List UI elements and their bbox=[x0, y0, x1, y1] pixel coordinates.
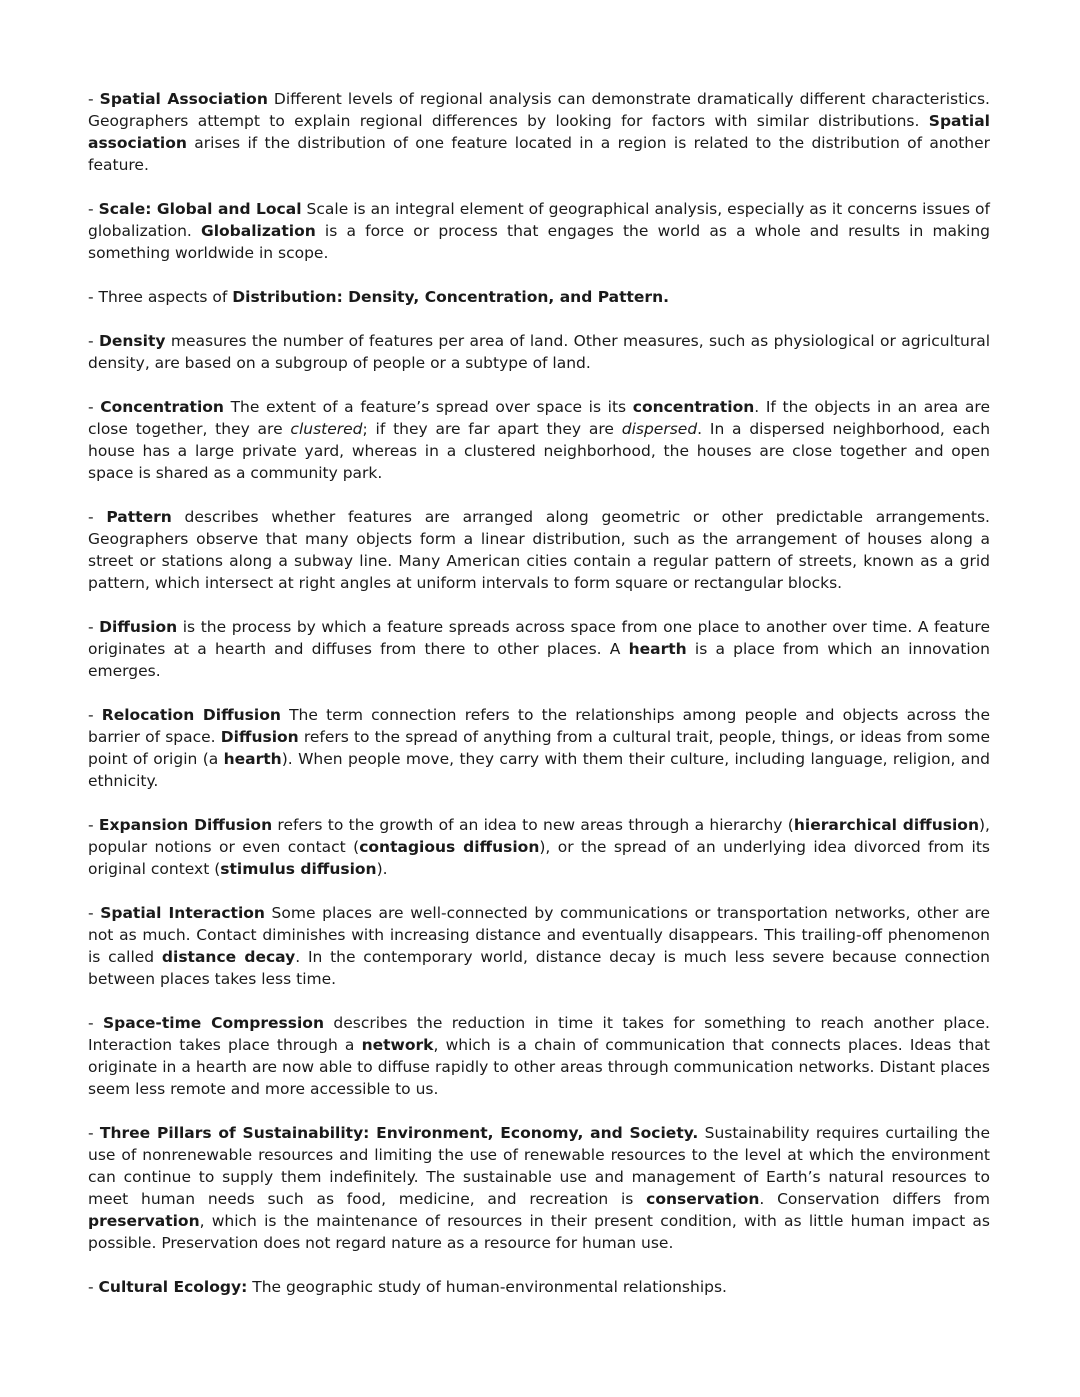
text-run: - bbox=[88, 706, 102, 724]
text-run: . If the objects in an area are close together, they are bbox=[88, 398, 990, 438]
paragraph bbox=[88, 1012, 990, 1100]
text-run: - bbox=[88, 1014, 103, 1032]
bold-text-run: Concentration bbox=[100, 398, 224, 416]
bold-text-run: Relocation Diffusion bbox=[101, 706, 281, 724]
text-run: . In a dispersed neighborhood, each house has a large private yard, whereas in a clustered neighborhood, the houses are close together and open space is shared as a community park. bbox=[88, 420, 991, 482]
paragraph bbox=[88, 704, 990, 792]
text-run: - bbox=[88, 618, 100, 636]
bold-text-run: Scale: Global and Local bbox=[98, 200, 302, 218]
text-run: - bbox=[88, 90, 100, 108]
text-run: - bbox=[88, 816, 99, 834]
text-run: - bbox=[88, 508, 107, 526]
text-run: Scale is an integral element of geographical analysis, especially as it concerns issues of globalization. bbox=[88, 200, 990, 240]
text-run: . In the contemporary world, distance decay is much less severe because connection between places takes less time. bbox=[88, 948, 990, 988]
bold-text-run: network bbox=[361, 1036, 434, 1054]
text-run: - bbox=[88, 1278, 99, 1296]
text-run: The geographic study of human-environmental relationships. bbox=[247, 1278, 727, 1296]
bold-text-run: Distribution: Density, Concentration, and Pattern. bbox=[232, 288, 669, 306]
bold-text-run: Diffusion bbox=[220, 728, 299, 746]
text-run: . Conservation differs from bbox=[759, 1190, 990, 1208]
bold-text-run: hearth bbox=[628, 640, 687, 658]
bold-text-run: hierarchical diffusion bbox=[793, 816, 979, 834]
paragraph bbox=[88, 198, 990, 264]
paragraph bbox=[88, 902, 990, 990]
bold-text-run: Cultural Ecology: bbox=[98, 1278, 248, 1296]
text-run: - bbox=[88, 904, 101, 922]
bold-text-run: Pattern bbox=[106, 508, 172, 526]
text-run: , which is a chain of communication that connects places. Ideas that originate in a hearth are now able to diffuse rapidly to other areas through communication networks. Distant places seem less remote and more accessible to us. bbox=[88, 1036, 990, 1098]
bold-text-run: contagious diffusion bbox=[359, 838, 540, 856]
text-run: Different levels of regional analysis can demonstrate dramatically different characteristics. Geographers attempt to explain regional differences by looking for factors with similar distributions. bbox=[88, 90, 990, 130]
paragraph bbox=[88, 1122, 990, 1254]
bold-text-run: Spatial association bbox=[88, 112, 990, 152]
paragraph bbox=[88, 506, 990, 594]
bold-text-run: concentration bbox=[632, 398, 755, 416]
text-run: describes whether features are arranged along geometric or other predictable arrangements. Geographers observe that many objects form a linear distribution, such as the arrangement of houses along a street or stations along a subway line. Many American cities contain a regular pattern of streets, known as a grid pattern, which intersect at right angles at uniform intervals to form square or rectangular blocks. bbox=[88, 508, 990, 592]
text-run: is a place from which an innovation emerges. bbox=[88, 640, 990, 680]
italic-text-run: clustered bbox=[290, 420, 363, 438]
text-run: - bbox=[88, 332, 99, 350]
paragraph bbox=[88, 1276, 990, 1298]
bold-text-run: Three Pillars of Sustainability: Environment, Economy, and Society. bbox=[99, 1124, 699, 1142]
text-run: refers to the spread of anything from a cultural trait, people, things, or ideas from some point of origin (a bbox=[88, 728, 990, 768]
paragraph bbox=[88, 330, 990, 374]
bold-text-run: Spatial Interaction bbox=[100, 904, 265, 922]
bold-text-run: Expansion Diffusion bbox=[98, 816, 273, 834]
bold-text-run: Space-time Compression bbox=[103, 1014, 324, 1032]
text-run: , which is the maintenance of resources in their present condition, with as little human impact as possible. Preservation does not regard nature as a resource for human use. bbox=[88, 1212, 990, 1252]
bold-text-run: Spatial Association bbox=[99, 90, 268, 108]
bold-text-run: Density bbox=[99, 332, 166, 350]
text-run: Some places are well-connected by communications or transportation networks, other are not as much. Contact diminishes with increasing distance and eventually disappears. This trailing-off phenomenon is called bbox=[88, 904, 990, 966]
text-run: The term connection refers to the relationships among people and objects across the barrier of space. bbox=[88, 706, 990, 746]
text-run: ), popular notions or even contact ( bbox=[88, 816, 990, 856]
document-body bbox=[88, 88, 990, 1298]
text-run: - bbox=[88, 200, 99, 218]
text-run: - bbox=[88, 398, 101, 416]
paragraph bbox=[88, 616, 990, 682]
paragraph bbox=[88, 814, 990, 880]
bold-text-run: preservation bbox=[88, 1212, 200, 1230]
bold-text-run: stimulus diffusion bbox=[220, 860, 377, 878]
text-run: - Three aspects of bbox=[88, 288, 233, 306]
text-run: Sustainability requires curtailing the use of nonrenewable resources and limiting the use of renewable resources to the level at which the environment can continue to supply them indefinitely. The sustainable use and management of Earth’s natural resources to meet human needs such as food, medicine, and recreation is bbox=[88, 1124, 990, 1208]
text-run: is a force or process that engages the world as a whole and results in making something worldwide in scope. bbox=[88, 222, 991, 262]
paragraph bbox=[88, 286, 990, 308]
italic-text-run: dispersed bbox=[621, 420, 698, 438]
text-run: refers to the growth of an idea to new areas through a hierarchy ( bbox=[272, 816, 794, 834]
bold-text-run: Globalization bbox=[201, 222, 316, 240]
text-run: The extent of a feature’s spread over space is its bbox=[223, 398, 633, 416]
text-run: ). bbox=[376, 860, 388, 878]
paragraph bbox=[88, 396, 990, 484]
text-run: is the process by which a feature spreads across space from one place to another over time. A feature originates at a hearth and diffuses from there to other places. A bbox=[88, 618, 990, 658]
bold-text-run: conservation bbox=[646, 1190, 760, 1208]
bold-text-run: Diffusion bbox=[99, 618, 178, 636]
bold-text-run: distance decay bbox=[161, 948, 296, 966]
text-run: ; if they are far apart they are bbox=[362, 420, 622, 438]
text-run: - bbox=[88, 1124, 100, 1142]
paragraph bbox=[88, 88, 990, 176]
text-run: describes the reduction in time it takes for something to reach another place. Interaction takes place through a bbox=[88, 1014, 990, 1054]
text-run: arises if the distribution of one feature located in a region is related to the distribution of another feature. bbox=[88, 134, 990, 174]
text-run: measures the number of features per area of land. Other measures, such as physiological or agricultural density, are based on a subgroup of people or a subtype of land. bbox=[88, 332, 990, 372]
text-run: ). When people move, they carry with them their culture, including language, religion, and ethnicity. bbox=[88, 750, 991, 790]
text-run: ), or the spread of an underlying idea divorced from its original context ( bbox=[88, 838, 990, 878]
bold-text-run: hearth bbox=[223, 750, 282, 768]
